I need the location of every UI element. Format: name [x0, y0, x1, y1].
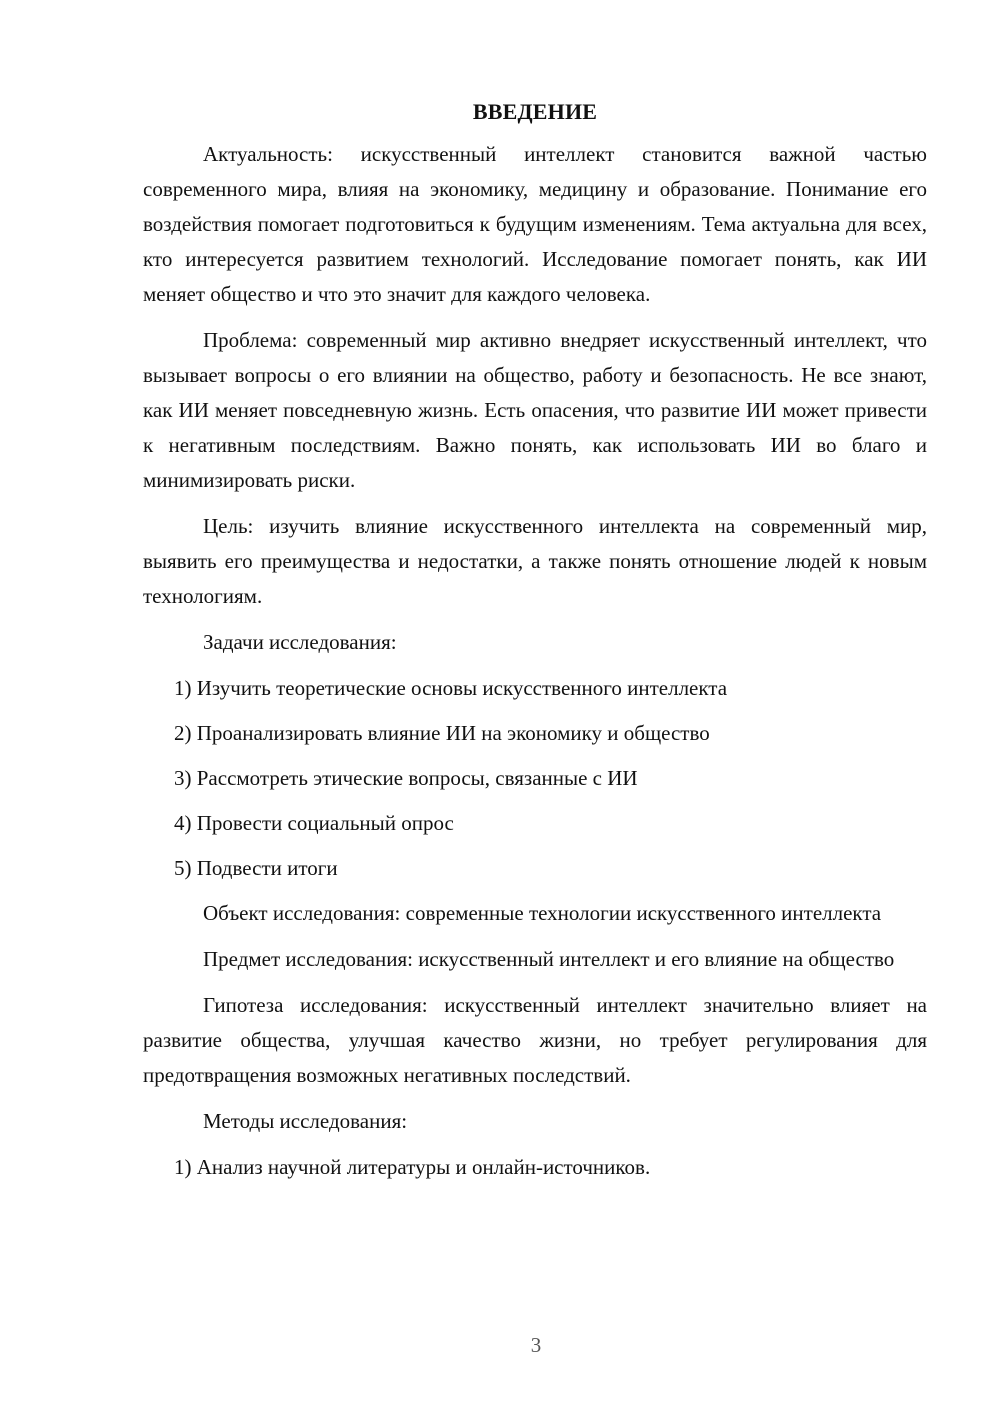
problem-paragraph: Проблема: современный мир активно внедряет искусственный интеллект, что вызывает вопросы о его влиянии на общество, работу и безопасность. Не все знают, как ИИ меняет повседневную жизнь. Есть опасения, что развитие ИИ может привести к негативным последствиям. Важно понять, как использовать ИИ во благо и минимизировать риски.: [143, 328, 927, 492]
task-item: 2) Проанализировать влияние ИИ на экономику и общество: [174, 721, 710, 745]
method-item: 1) Анализ научной литературы и онлайн-источников.: [174, 1155, 651, 1179]
goal-paragraph: Цель: изучить влияние искусственного интеллекта на современный мир, выявить его преимущества и недостатки, а также понять отношение людей к новым технологиям.: [143, 514, 927, 608]
page-content: [143, 94, 927, 1195]
task-item: 4) Провести социальный опрос: [174, 811, 454, 835]
task-item: 3) Рассмотреть этические вопросы, связанные с ИИ: [174, 766, 638, 790]
object-paragraph: Объект исследования: современные технологии искусственного интеллекта: [203, 901, 882, 925]
tasks-list: [143, 671, 927, 886]
tasks-label: Задачи исследования:: [203, 630, 397, 654]
subject-paragraph: Предмет исследования: искусственный интеллект и его влияние на общество: [203, 947, 895, 971]
task-item: 1) Изучить теоретические основы искусственного интеллекта: [174, 676, 728, 700]
task-item: 5) Подвести итоги: [174, 856, 338, 880]
methods-label: Методы исследования:: [203, 1109, 408, 1133]
methods-list: [143, 1150, 927, 1185]
relevance-paragraph: Актуальность: искусственный интеллект становится важной частью современного мира, влияя на экономику, медицину и образование. Понимание его воздействия помогает подготовиться к будущим изменениям. Тема актуальна для всех, кто интересуется развитием технологий. Исследование помогает понять, как ИИ меняет общество и что это значит для каждого человека.: [143, 142, 927, 306]
page-number: 3: [530, 1333, 542, 1357]
hypothesis-paragraph: Гипотеза исследования: искусственный интеллект значительно влияет на развитие общества, улучшая качество жизни, но требует регулирования для предотвращения возможных негативных последствий.: [143, 993, 927, 1087]
section-heading: ВВЕДЕНИЕ: [472, 99, 598, 124]
